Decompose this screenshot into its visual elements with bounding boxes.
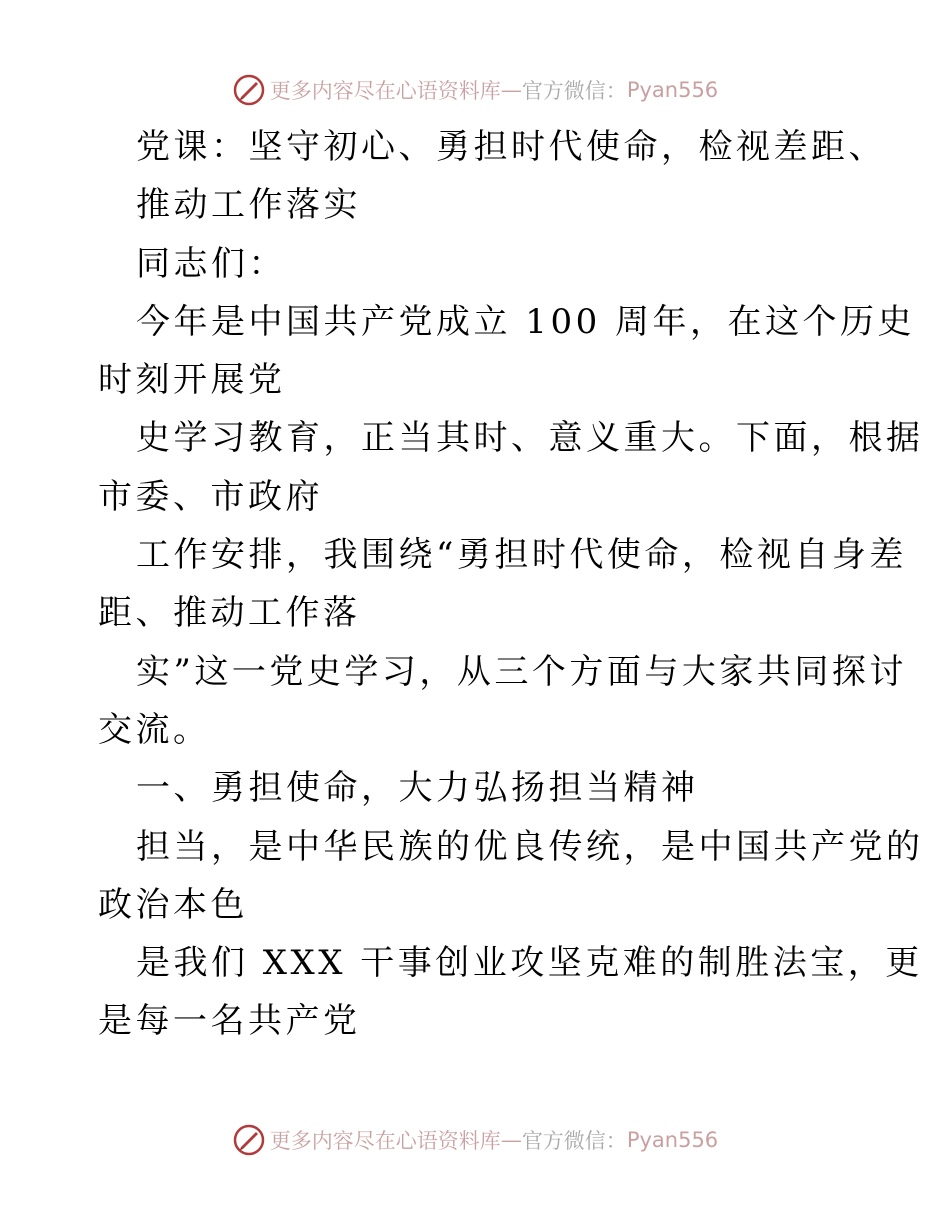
- document-line: 担当，是中华民族的优良传统，是中国共产党的: [136, 826, 924, 867]
- document-line: 政治本色: [98, 884, 248, 925]
- document-line: 实”这一党史学习，从三个方面与大家共同探讨: [136, 651, 907, 692]
- document-line: 同志们：: [136, 243, 286, 284]
- banner-label: 官方微信：: [521, 79, 627, 103]
- document-line: 是我们 XXX 干事创业攻坚克难的制胜法宝，更: [136, 943, 923, 984]
- document-line: 推动工作落实: [136, 185, 361, 226]
- pen-logo-icon: [232, 73, 266, 107]
- banner-label: 官方微信：: [521, 1129, 627, 1153]
- document-body: [98, 118, 924, 1051]
- document-line: 工作安排，我围绕“勇担时代使命，检视自身差: [136, 535, 907, 576]
- banner-text: 更多内容尽在心语资料库: [269, 1129, 501, 1153]
- document-line: 今年是中国共产党成立 100 周年，在这个历史: [136, 301, 916, 342]
- banner-wechat-id: Pyan556: [626, 1128, 719, 1152]
- banner-text: 更多内容尽在心语资料库: [269, 79, 501, 103]
- document-line: 距、推动工作落: [98, 593, 361, 634]
- banner-dash: —: [500, 78, 522, 102]
- banner-dash: —: [500, 1128, 522, 1152]
- header-watermark-banner: [0, 70, 950, 110]
- document-line: 一、勇担使命，大力弘扬担当精神: [136, 768, 699, 809]
- document-line: 交流。: [98, 709, 211, 750]
- footer-watermark-banner: [0, 1120, 950, 1160]
- document-line: 市委、市政府: [98, 476, 323, 517]
- document-line: 时刻开展党: [98, 360, 286, 401]
- pen-logo-icon: [232, 1123, 266, 1157]
- document-line: 是每一名共产党: [98, 1001, 361, 1042]
- document-line: 党课：坚守初心、勇担时代使命，检视差距、: [136, 127, 886, 167]
- document-line: 史学习教育，正当其时、意义重大。下面，根据: [136, 418, 924, 459]
- banner-wechat-id: Pyan556: [626, 78, 719, 102]
